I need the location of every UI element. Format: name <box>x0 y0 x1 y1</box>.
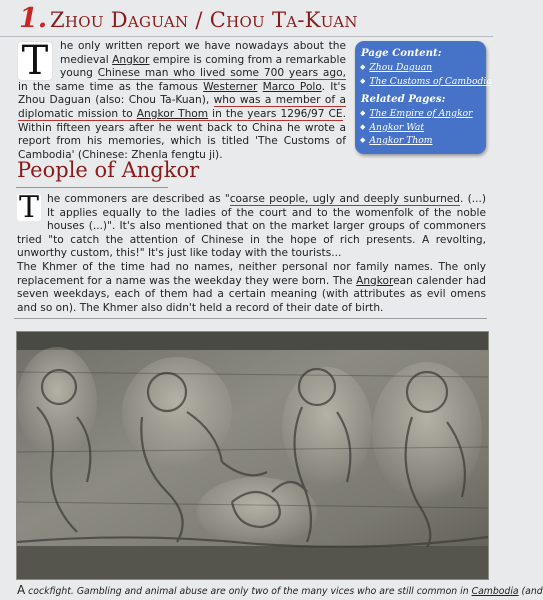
sidebar-item-customs-of-cambodia[interactable]: ◆ The Customs of Cambodia <box>360 75 492 87</box>
drop-cap: T <box>18 190 39 225</box>
link-angkor-thom[interactable]: Angkor Thom <box>136 107 209 120</box>
sidebar-nav-box <box>355 41 492 154</box>
highlight-text: Chinese man who lived some 700 years ago, <box>97 67 346 80</box>
intro-text: empire is coming from a remarkable young <box>60 53 346 80</box>
diamond-bullet-icon: ◆ <box>360 109 366 117</box>
link-westerner[interactable]: Westerner <box>203 80 258 93</box>
related-pages-heading: Related Pages: <box>361 93 446 105</box>
drop-cap: T <box>18 42 52 80</box>
people-section-body <box>17 190 486 315</box>
paragraph-text: he commoners are described as " <box>47 193 230 205</box>
intro-text: . Within fifteen years after he went back to China he wrote a report from his memories, which is titled 'The Customs of Cambodia' (Chinese: Zhenla fengtu ji). <box>18 107 346 161</box>
section-number: 1. <box>19 3 48 34</box>
intro-text: in the same time as the famous <box>18 80 204 93</box>
paragraph-text: The Khmer of the time had no names, neither personal nor family names. The only replacement for a name was the weekday they were born. The <box>17 260 486 287</box>
caption-text: cockfight. Gambling and animal abuse are only two of the many vices who are still common in <box>25 586 472 597</box>
section-heading: People of Angkor <box>17 158 200 182</box>
cockfight-relief-photo <box>16 331 489 580</box>
caption-initial: A <box>17 583 26 597</box>
highlight-text: in the years 1296/97 CE <box>208 107 343 120</box>
paragraph-text: ean calender had seven weekdays, each of them had a certain meaning (with attributes as evil omens and so on). The Khmer also didn't held a record of their date of birth. <box>17 274 486 314</box>
highlight-text: coarse people, ugly and deeply sunburned <box>229 193 461 205</box>
diamond-bullet-icon: ◆ <box>360 136 366 144</box>
relief-image <box>17 332 488 579</box>
figure-caption <box>17 583 543 597</box>
page-content-heading: Page Content: <box>361 47 442 59</box>
page-title-bar <box>0 0 493 37</box>
diamond-bullet-icon: ◆ <box>360 76 366 85</box>
link-angkor[interactable]: Angkor <box>112 53 150 66</box>
section-heading-underline <box>16 187 168 188</box>
sidebar-item-zhou-daguan[interactable]: ◆ Zhou Daguan <box>360 62 433 73</box>
link-marco-polo[interactable]: Marco Polo <box>262 80 322 93</box>
intro-paragraph <box>18 40 346 162</box>
sidebar-item-empire-of-angkor[interactable]: ◆ The Empire of Angkor <box>360 108 473 119</box>
highlight-text: who was a member of a diplomatic mission to <box>18 94 346 120</box>
page-title: Zhou Daguan / Chou Ta-Kuan <box>50 8 358 32</box>
diamond-bullet-icon: ◆ <box>360 63 366 71</box>
intro-text: he only written report we have nowadays about the medieval <box>60 40 346 66</box>
link-cambodia[interactable]: Cambodia <box>471 586 519 597</box>
sidebar-item-angkor-thom[interactable]: ◆ Angkor Thom <box>360 135 433 146</box>
paragraph-text: . (...) It applies equally to the ladies of the court and to the womenfolk of the noble houses (...)". It's also mentioned that on the market larger groups of commoners tried "to catch the attention of Chinese in the hope of rich presents. A revolting, unworthy custom, this!" It's just like today with the tourists... <box>17 193 486 260</box>
caption-text: (and <box>518 586 543 597</box>
link-angkor[interactable]: Angkor <box>356 274 394 287</box>
diamond-bullet-icon: ◆ <box>360 122 366 131</box>
horizontal-divider <box>14 318 487 319</box>
intro-text: . It's Zhou Daguan (also: Chou Ta-Kuan), <box>18 80 346 107</box>
sidebar-item-angkor-wat[interactable]: ◆ Angkor Wat <box>360 121 425 133</box>
